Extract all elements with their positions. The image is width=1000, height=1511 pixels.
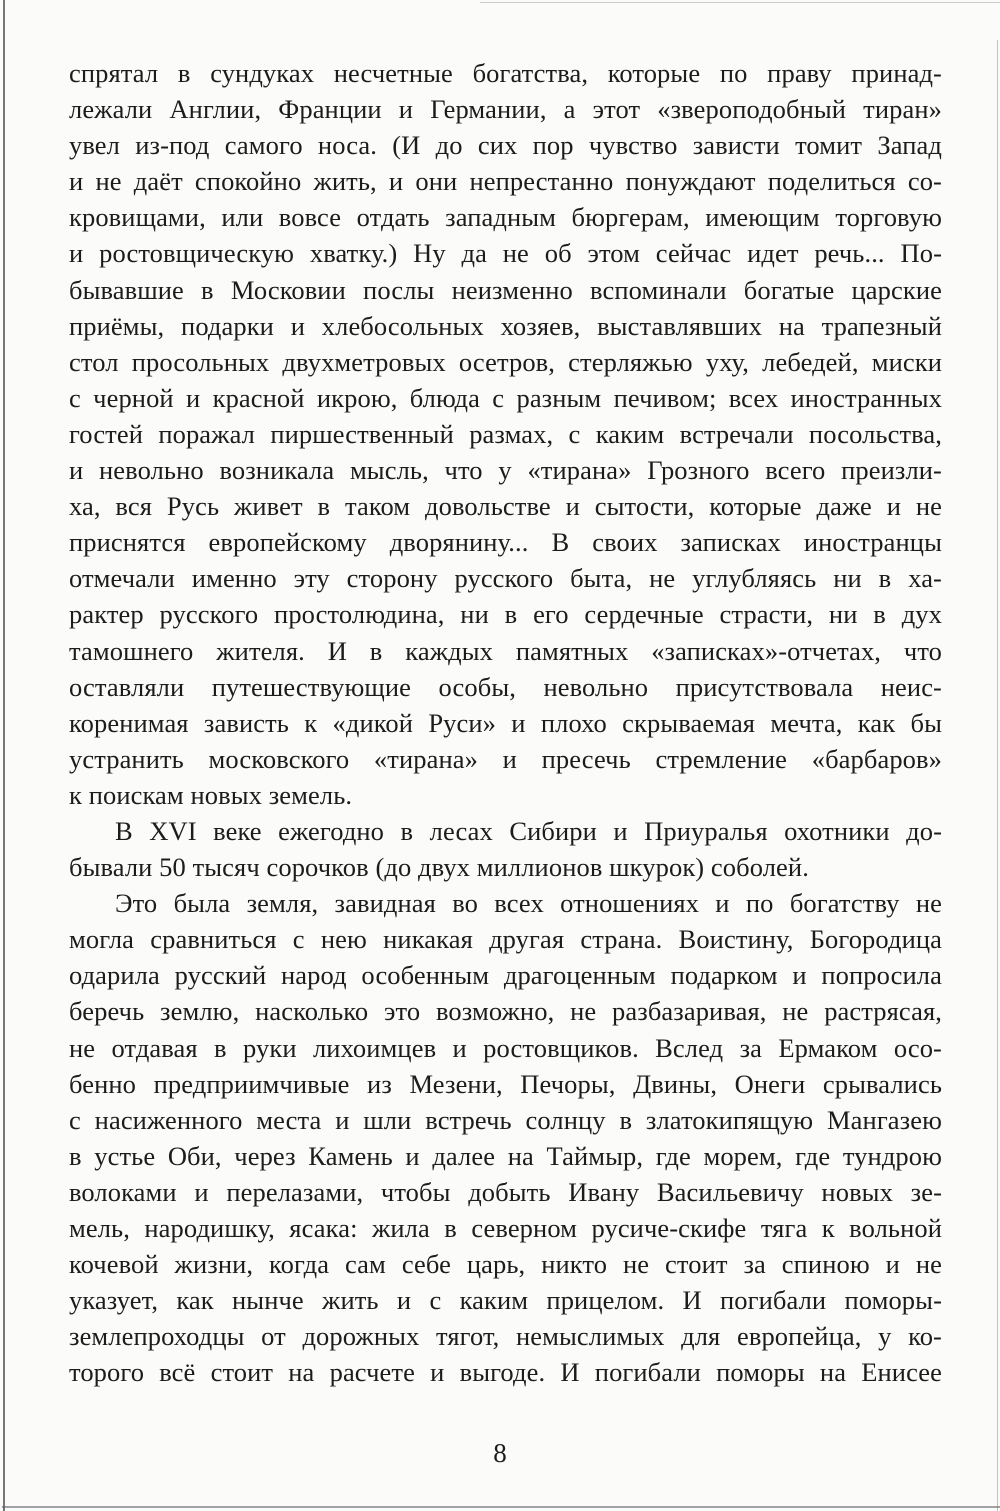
- text-line: и ростовщическую хватку.) Ну да не об этом сейчас идет речь... По-: [69, 238, 942, 269]
- text-line: землепроходцы от дорожных тягот, немыслимых для европейца, у ко-: [69, 1321, 942, 1352]
- text-line: устранить московского «тирана» и пресечь стремление «барбаров»: [69, 743, 942, 774]
- text-line: приёмы, подарки и хлебосольных хозяев, выставлявших на трапезный: [69, 310, 942, 341]
- text-line: Это была земля, завидная во всех отношениях и по богатству не: [115, 888, 942, 919]
- text-block: [69, 55, 942, 1390]
- text-line: указует, как нынче жить и с каким прицелом. И погибали поморы-: [69, 1285, 942, 1316]
- page-number: 8: [493, 1438, 507, 1468]
- text-line: с черной и красной икрою, блюда с разным печивом; всех иностранных: [69, 382, 942, 413]
- text-line: волоками и перелазами, чтобы добыть Ивану Васильевичу новых зе-: [69, 1176, 942, 1207]
- text-line: приснятся европейскому дворянину... В своих записках иностранцы: [69, 527, 942, 558]
- text-line: В XVI веке ежегодно в лесах Сибири и Приуралья охотники до-: [115, 815, 942, 846]
- text-line: бенно предприимчивые из Мезени, Печоры, Двины, Онеги срывались: [69, 1068, 942, 1099]
- scan-edge-left: [3, 0, 5, 1511]
- text-line: торого всё стоит на расчете и выгоде. И погибали поморы на Енисее: [69, 1357, 942, 1388]
- text-line: гостей поражал пиршественный размах, с каким встречали посольства,: [69, 418, 942, 449]
- text-line: лежали Англии, Франции и Германии, а этот «звероподобный тиран»: [69, 94, 942, 125]
- text-line: бывали 50 тысяч сорочков (до двух миллионов шкурок) соболей.: [69, 852, 809, 883]
- text-line: не отдавая в руки лихоимцев и ростовщиков. Вслед за Ермаком осо-: [69, 1032, 942, 1063]
- text-line: увел из-под самого носа. (И до сих пор чувство зависти томит Запад: [69, 130, 942, 161]
- text-line: в устье Оби, через Камень и далее на Таймыр, где морем, где тундрою: [69, 1140, 942, 1171]
- text-line: тамошнего жителя. И в каждых памятных «записках»-отчетах, что: [69, 635, 942, 666]
- scan-edge-bottom: [2, 1506, 1000, 1508]
- text-line: стол просольных двухметровых осетров, стерляжью уху, лебедей, миски: [69, 346, 942, 377]
- text-line: кровищами, или вовсе отдать западным бюргерам, имеющим торговую: [69, 202, 942, 233]
- scan-edge-top: [480, 2, 1000, 3]
- text-line: спрятал в сундуках несчетные богатства, которые по праву принад-: [69, 58, 942, 88]
- text-line: и невольно возникала мысль, что у «тирана» Грозного всего преизли-: [69, 455, 942, 486]
- text-line: мель, народишку, ясака: жила в северном русиче-скифе тяга к вольной: [69, 1213, 942, 1243]
- text-line: с насиженного места и шли встречь солнцу в златокипящую Мангазею: [69, 1104, 942, 1135]
- text-line: ха, вся Русь живет в таком довольстве и сытости, которые даже и не: [69, 491, 942, 522]
- text-line: коренимая зависть к «дикой Руси» и плохо скрываемая мечта, как бы: [69, 707, 942, 738]
- text-line: кочевой жизни, когда сам себе царь, никто не стоит за спиною и не: [69, 1249, 942, 1280]
- scan-edge-right: [997, 40, 998, 1511]
- text-line: беречь землю, насколько это возможно, не разбазаривая, не растрясая,: [69, 996, 942, 1027]
- text-line: отмечали именно эту сторону русского быта, не углубляясь ни в ха-: [69, 563, 942, 594]
- text-line: и не даёт спокойно жить, и они непрестанно понуждают поделиться со-: [69, 166, 942, 197]
- text-line: могла сравниться с нею никакая другая страна. Воистину, Богородица: [69, 924, 942, 955]
- text-line: к поискам новых земель.: [69, 779, 353, 810]
- text-line: бывавшие в Московии послы неизменно вспоминали богатые царские: [69, 274, 942, 305]
- text-line: оставляли путешествующие особы, невольно присутствовала неис-: [69, 671, 942, 702]
- text-line: рактер русского простолюдина, ни в его сердечные страсти, ни в дух: [69, 599, 942, 630]
- text-line: одарила русский народ особенным драгоценным подарком и попросила: [69, 960, 942, 991]
